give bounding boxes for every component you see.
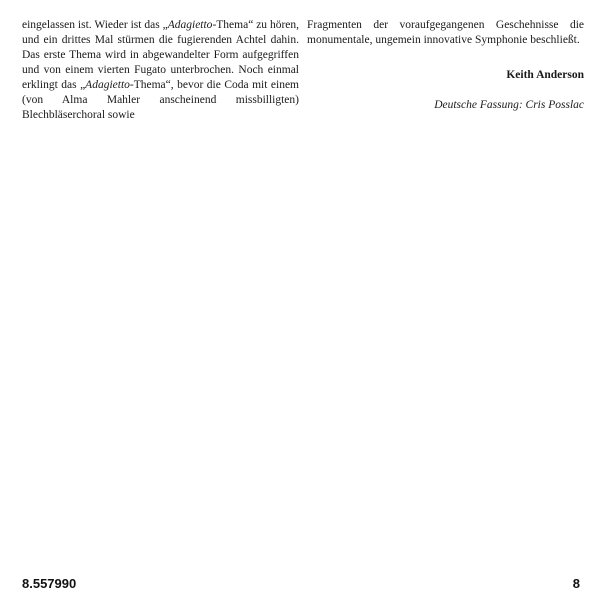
left-column (22, 18, 299, 123)
author-credit: Keith Anderson (506, 69, 584, 81)
catalog-number: 8.557990 (22, 576, 77, 591)
body-paragraph-right: Fragmenten der voraufgegangenen Geschehnisse die monumentale, ungemein innovative Symphonie beschließt. (307, 19, 584, 46)
body-paragraph-left (22, 18, 299, 123)
text-segment: -Thema“, bevor die Coda mit einem (von Alma Mahler anscheinend missbilligten) Blechbläserchoral sowie (22, 79, 299, 121)
right-column (307, 18, 584, 113)
text-segment: eingelassen ist. Wieder ist das „ (22, 19, 168, 31)
italic-term: Adagietto (167, 19, 213, 31)
text-segment: -Thema“ zu hören, und ein drittes Mal stürmen die fugierenden Achtel dahin. Das erste Thema wird in abgewandelter Form aufgegriffen und von einem vierten Fugato unterbrochen. Noch einmal erklingt das „ (22, 19, 300, 91)
translation-credit: Deutsche Fassung: Cris Posslac (434, 99, 584, 111)
page-number: 8 (572, 576, 580, 591)
italic-term: Adagietto (85, 79, 130, 91)
